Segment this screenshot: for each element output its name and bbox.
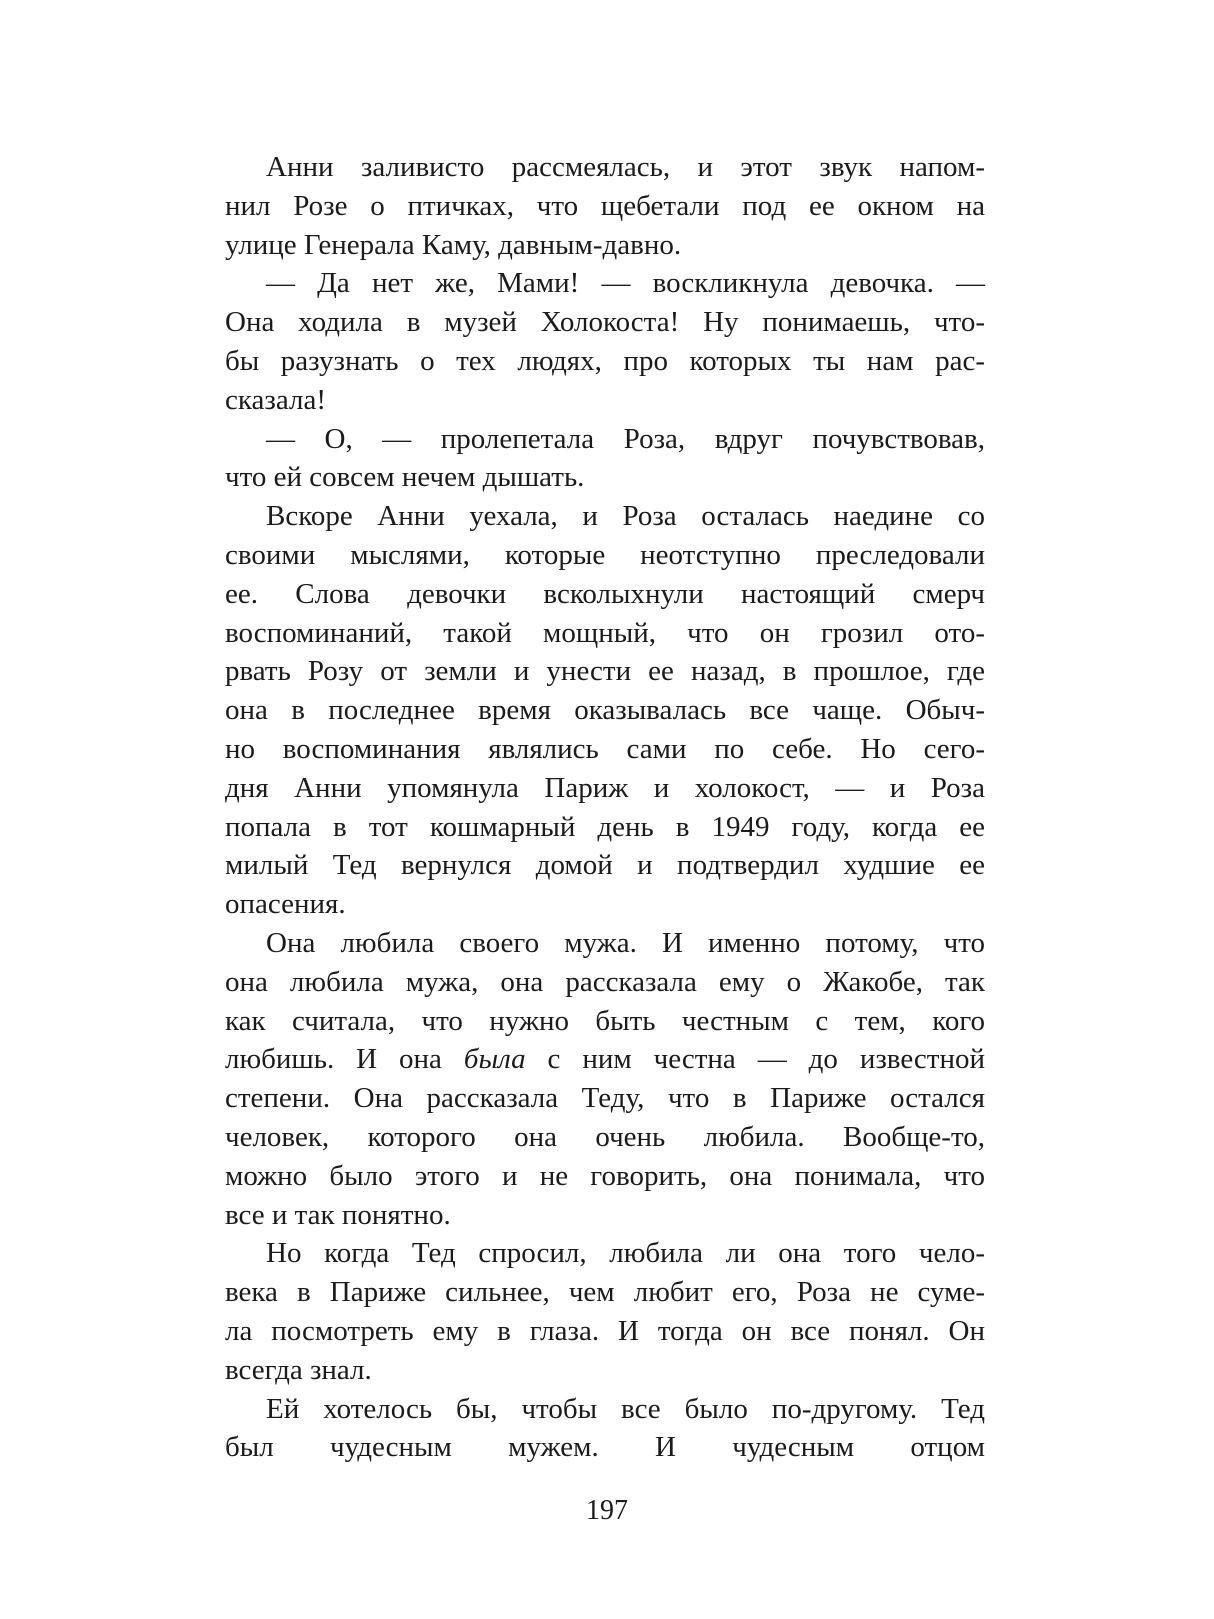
text-line: Вскоре Анни уехала, и Роза осталась наедине со	[266, 500, 985, 533]
text-line: степени. Она рассказала Теду, что в Париже остался	[225, 1082, 985, 1115]
text-line	[225, 1040, 985, 1079]
text-line: бы разузнать о тех людях, про которых ты нам рас-	[225, 344, 985, 377]
body-text	[225, 148, 985, 1467]
text-line: — Да нет же, Мами! — воскликнула девочка. —	[266, 267, 985, 300]
text-line: Анни заливисто рассмеялась, и этот звук напом-	[266, 151, 985, 183]
text-line: был чудесным мужем. И чудесным отцом	[225, 1431, 985, 1464]
text-line: ла посмотреть ему в глаза. И тогда он все понял. Он	[225, 1314, 985, 1347]
text-segment: любишь. И она	[225, 1043, 464, 1076]
page-number: 197	[586, 1495, 628, 1526]
text-line: своими мыслями, которые неотступно преследовали	[225, 538, 985, 571]
text-line: всегда знал.	[225, 1353, 372, 1386]
text-line: но воспоминания являлись сами по себе. Но сего-	[225, 732, 985, 765]
text-line: она в последнее время оказывалась все чаще. Обыч-	[225, 694, 985, 727]
text-line: как считала, что нужно быть честным с тем, кого	[225, 1004, 985, 1037]
text-line: дня Анни упомянула Париж и холокост, — и Роза	[225, 771, 985, 804]
text-line: рвать Розу от земли и унести ее назад, в прошлое, где	[225, 655, 985, 688]
text-line: человек, которого она очень любила. Вообще-то,	[225, 1120, 985, 1153]
text-line: ее. Слова девочки всколыхнули настоящий смерч	[225, 577, 985, 610]
text-line: она любила мужа, она рассказала ему о Жакобе, так	[225, 965, 985, 998]
text-line: Но когда Тед спросил, любила ли она того чело-	[266, 1237, 985, 1270]
text-line: все и так понятно.	[225, 1198, 451, 1231]
text-segment: с ним честна — до известной	[525, 1043, 985, 1076]
text-line: опасения.	[225, 888, 346, 921]
text-line: улице Генерала Каму, давным-давно.	[225, 228, 682, 261]
text-line: воспоминаний, такой мощный, что он грозил ото-	[225, 616, 985, 649]
text-line: сказала!	[225, 383, 326, 416]
text-line: — О, — пролепетала Роза, вдруг почувствовав,	[266, 422, 985, 455]
text-line: нил Розе о птичках, что щебетали под ее окном на	[225, 189, 985, 222]
text-line: века в Париже сильнее, чем любит его, Роза не суме-	[225, 1276, 985, 1309]
text-line: Она ходила в музей Холокоста! Ну понимаешь, что-	[225, 306, 985, 339]
text-line: Ей хотелось бы, чтобы все было по-другому. Тед	[266, 1392, 985, 1425]
text-line: попала в тот кошмарный день в 1949 году, когда ее	[225, 810, 985, 843]
text-line: что ей совсем нечем дышать.	[225, 461, 585, 494]
italic-emphasis: была	[463, 1043, 526, 1076]
text-line: милый Тед вернулся домой и подтвердил худшие ее	[225, 849, 985, 882]
text-line: Она любила своего мужа. И именно потому, что	[266, 926, 985, 959]
text-line: можно было этого и не говорить, она понимала, что	[225, 1159, 985, 1192]
